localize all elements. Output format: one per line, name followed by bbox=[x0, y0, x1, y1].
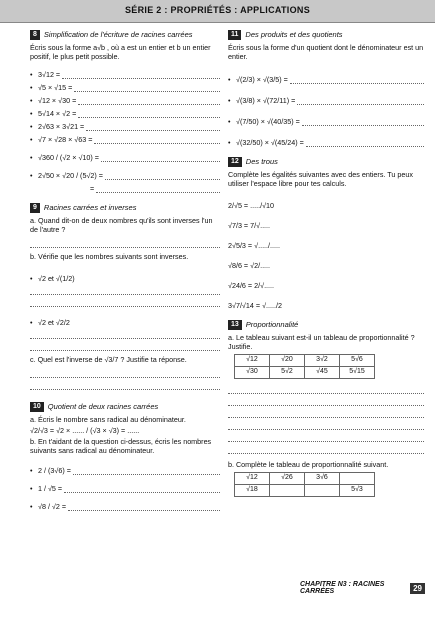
answer-line bbox=[228, 382, 424, 394]
left-column bbox=[30, 30, 220, 511]
question-b: b. Complète le tableau de proportionnalité suivant. bbox=[228, 460, 389, 469]
section-number: 9 bbox=[30, 203, 40, 213]
question-b: b. Vérifie que les nombres suivants sont inverses. bbox=[30, 252, 189, 261]
exercise-item: • √8 / √2 = bbox=[30, 493, 220, 511]
section-title: Des produits et des quotients bbox=[245, 30, 343, 40]
question-a: a. Écris le nombre sans radical au dénominateur. bbox=[30, 415, 186, 424]
section-number: 11 bbox=[228, 30, 241, 40]
chapter-title: CHAPITRE N3 : RACINES CARRÉES bbox=[300, 581, 385, 595]
exercise-item: = bbox=[30, 180, 220, 193]
answer-line bbox=[228, 406, 424, 418]
fill-item: 2/√5 = ...../√10 bbox=[228, 201, 275, 210]
section-12-intro: Complète les égalités suivantes avec des entiers. Tu peux utiliser l'espace libre pour tes calculs. bbox=[228, 170, 413, 188]
proportion-table-1: √12 √20 3√2 5√6 √30 5√2 √45 5√15 bbox=[234, 354, 375, 379]
answer-line bbox=[228, 442, 424, 454]
answer-line bbox=[228, 418, 424, 430]
page-title: SÉRIE 2 : PROPRIÉTÉS : APPLICATIONS bbox=[124, 5, 311, 15]
fill-item: √24/6 = 2/√..... bbox=[228, 281, 275, 290]
exercise-item: • 2√50 × √20 / (5√2) = bbox=[30, 162, 220, 180]
section-11-intro: Écris sous la forme d'un quotient dont le dénominateur est un entier. bbox=[228, 43, 424, 61]
section-8-intro: Écris sous la forme a√b , où a est un entier et b un entier positif, le plus petit possible. bbox=[30, 43, 211, 61]
answer-line bbox=[228, 430, 424, 442]
section-title: Quotient de deux racines carrées bbox=[47, 402, 159, 412]
question-b: b. En t'aidant de la question ci-dessus, écris les nombres suivants sans radical au dénominateur. bbox=[30, 437, 212, 455]
exercise-item: • √5 × √15 = bbox=[30, 79, 220, 92]
answer-line bbox=[30, 339, 220, 351]
proportion-table-2: √12 √26 3√6 √18 5√3 bbox=[234, 472, 375, 497]
page-number: 29 bbox=[410, 583, 425, 594]
fill-item: 2√5/3 = √...../..... bbox=[228, 241, 281, 250]
exercise-item: • √2 et √(1/2) bbox=[30, 274, 75, 283]
section-11-header bbox=[228, 30, 424, 40]
exercise-item: • √2 et √2/2 bbox=[30, 318, 70, 327]
formula: √2/√3 = √2 × ...... / (√3 × √3) = ...... bbox=[30, 426, 140, 435]
exercise-item: • √7 × √28 × √63 = bbox=[30, 131, 220, 144]
fill-item: √7/3 = 7/√..... bbox=[228, 221, 271, 230]
section-number: 13 bbox=[228, 320, 242, 330]
exercise-item: • 1 / √5 = bbox=[30, 475, 220, 493]
fill-item: 3√7/√14 = √...../2 bbox=[228, 301, 282, 310]
right-column bbox=[228, 30, 424, 500]
exercise-item: • √12 × √30 = bbox=[30, 92, 220, 105]
question-c: c. Quel est l'inverse de √3/7 ? Justifie ta réponse. bbox=[30, 355, 187, 364]
exercise-item: • √360 / (√2 × √10) = bbox=[30, 144, 220, 162]
exercise-item: • 3√12 = bbox=[30, 66, 220, 79]
answer-line bbox=[30, 327, 220, 339]
section-number: 8 bbox=[30, 30, 40, 40]
exercise-item: • √(3/8) × √(72/11) = bbox=[228, 84, 424, 105]
section-9-header bbox=[30, 203, 220, 213]
exercise-item: • 2 / (3√6) = bbox=[30, 457, 220, 475]
answer-line bbox=[30, 366, 220, 378]
answer-line bbox=[30, 378, 220, 390]
page-footer bbox=[300, 581, 425, 595]
answer-line bbox=[228, 394, 424, 406]
section-number: 12 bbox=[228, 157, 242, 167]
section-12-header bbox=[228, 157, 424, 167]
exercise-item: • √(32/50) × √(45/24) = bbox=[228, 126, 424, 147]
question-a: a. Le tableau suivant est-il un tableau de proportionnalité ? Justifie. bbox=[228, 333, 415, 351]
exercise-item: • √(2/3) × √(3/5) = bbox=[228, 63, 424, 84]
section-title: Des trous bbox=[245, 157, 278, 167]
exercise-item: • 2√63 × 3√21 = bbox=[30, 118, 220, 131]
exercise-item: • 5√14 × √2 = bbox=[30, 105, 220, 118]
fill-item: √8/6 = √2/..... bbox=[228, 261, 271, 270]
section-8-header bbox=[30, 30, 220, 40]
section-title: Proportionnalité bbox=[245, 320, 299, 330]
answer-line bbox=[30, 283, 220, 295]
section-10-header bbox=[30, 402, 220, 412]
section-title: Racines carrées et inverses bbox=[43, 203, 137, 213]
question-a: a. Quand dit-on de deux nombres qu'ils sont inverses l'un de l'autre ? bbox=[30, 216, 213, 234]
section-13-header bbox=[228, 320, 424, 330]
answer-line bbox=[30, 295, 220, 307]
section-title: Simplification de l'écriture de racines carrées bbox=[43, 30, 193, 40]
exercise-item: • √(7/50) × √(40/35) = bbox=[228, 105, 424, 126]
answer-line bbox=[30, 236, 220, 248]
section-number: 10 bbox=[30, 402, 44, 412]
